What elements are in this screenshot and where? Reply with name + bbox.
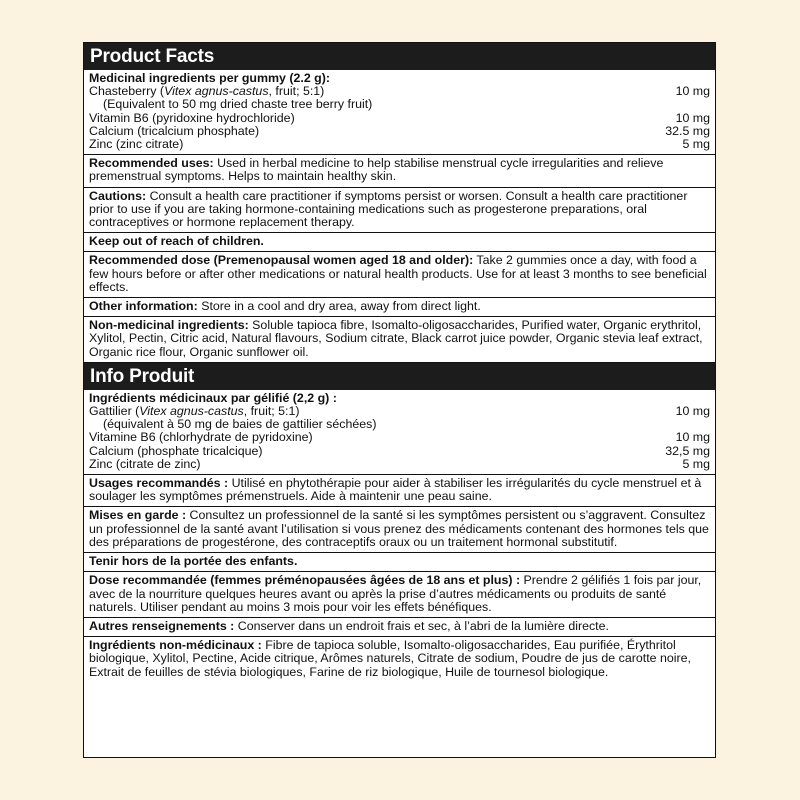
section-text: Utilisé en phytothérapie pour aider à stabiliser les irrégularités du cycle menstruel et à soulager les symptômes prémenstruels. Aide à maintenir une peau saine.	[89, 476, 702, 504]
latin-name: Vitex agnus-castus	[139, 404, 244, 419]
medicinal-ingredients-block-fr	[84, 390, 715, 475]
ingredient-name: Gattilier (	[89, 404, 140, 419]
cautions-block	[84, 188, 715, 234]
ingredient-row	[89, 138, 710, 151]
keep-out-block-fr	[84, 553, 715, 572]
section-label: Cautions:	[89, 188, 147, 203]
ingredient-amount: 5 mg	[682, 456, 710, 471]
facts-panel	[83, 42, 716, 758]
latin-name: Vitex agnus-castus	[164, 84, 269, 99]
equivalent-note: (Equivalent to 50 mg dried chaste tree berry fruit)	[103, 97, 373, 112]
ingredient-amount: 10 mg	[675, 110, 710, 125]
section-label: Mises en garde :	[89, 508, 187, 523]
ingredient-row	[89, 112, 710, 125]
section-label: Autres renseignements :	[89, 618, 235, 633]
section-text: Fibre de tapioca soluble, Isomalto-oligosaccharides, Eau purifiée, Érythritol biologique, Xylitol, Pectine, Acide citrique, Arômes naturels, Citrate de sodium, Poudre de jus de carotte noire, Extrait de feuilles de stévia biologiques, Farine de riz biologique, Huile de tournesol biologique.	[89, 638, 691, 679]
info-produit-title: Info Produit	[84, 363, 715, 390]
non-medicinal-block-fr	[84, 637, 715, 682]
section-text: Conserver dans un endroit frais et sec, à l’abri de la lumière directe.	[234, 618, 609, 633]
section-label: Dose recommandée (femmes préménopausées âgées de 18 ans et plus) :	[89, 573, 521, 588]
section-text: Store in a cool and dry area, away from direct light.	[197, 299, 481, 314]
ingredient-row	[89, 431, 710, 444]
section-label: Non-medicinal ingredients:	[89, 318, 249, 333]
section-text: Used in herbal medicine to help stabilise menstrual cycle irregularities and relieve premenstrual symptoms. Helps to maintain healthy skin.	[89, 156, 664, 184]
cautions-block-fr	[84, 507, 715, 553]
ingredient-name: Vitamine B6 (chlorhydrate de pyridoxine)	[89, 430, 313, 445]
ingredient-name: Calcium (phosphate tricalcique)	[89, 443, 263, 458]
keep-out-warning: Keep out of reach of children.	[89, 234, 264, 249]
section-label: Ingrédients non-médicinaux :	[89, 638, 262, 653]
recommended-dose-block-fr	[84, 572, 715, 618]
keep-out-warning: Tenir hors de la portée des enfants.	[89, 554, 298, 569]
ingredient-name: Zinc (zinc citrate)	[89, 137, 184, 152]
section-text: Take 2 gummies once a day, with food a few hours before or after other medications or natural health products. Use for at least 3 months to see beneficial effects.	[89, 253, 707, 294]
section-label: Recommended dose (Premenopausal women aged 18 and older):	[89, 253, 474, 268]
ingredient-detail: , fruit; 5:1)	[243, 404, 300, 419]
ingredient-amount: 32.5 mg	[665, 123, 710, 138]
section-text: Soluble tapioca fibre, Isomalto-oligosaccharides, Purified water, Organic erythritol, Xylitol, Pectin, Citric acid, Natural flavours, Sodium citrate, Black carrot juice powder, Organic stevia leaf extract, Organic rice flour, Organic sunflower oil.	[89, 318, 703, 359]
section-label: Recommended uses:	[89, 156, 214, 171]
ingredient-amount: 10 mg	[675, 404, 710, 419]
section-text: Prendre 2 gélifiés 1 fois par jour, avec de la nourriture quelques heures avant ou après la prise d’autres médicaments ou produits de santé naturels. Utiliser pendant au moins 3 mois pour voir les effets bénéfiques.	[89, 573, 702, 614]
recommended-uses-block-fr	[84, 475, 715, 507]
ingredient-row	[89, 458, 710, 471]
ingredient-amount: 10 mg	[675, 430, 710, 445]
medicinal-heading: Medicinal ingredients per gummy (2.2 g):	[89, 71, 330, 85]
non-medicinal-block	[84, 317, 715, 363]
recommended-dose-block	[84, 252, 715, 298]
equivalent-note: (équivalent à 50 mg de baies de gattilier séchées)	[103, 417, 377, 432]
other-information-block-fr	[84, 618, 715, 637]
keep-out-block	[84, 233, 715, 252]
ingredient-amount: 32,5 mg	[665, 443, 710, 458]
ingredient-amount: 10 mg	[675, 84, 710, 99]
product-facts-title: Product Facts	[84, 43, 715, 70]
section-label: Usages recommandés :	[89, 476, 229, 491]
ingredient-detail: , fruit; 5:1)	[268, 84, 325, 99]
ingredient-name: Chasteberry (	[89, 84, 165, 99]
medicinal-heading: Ingrédients médicinaux par gélifié (2,2 g) :	[89, 390, 337, 405]
other-information-block	[84, 298, 715, 317]
section-text: Consultez un professionnel de la santé si les symptômes persistent ou s’aggravent. Consultez un professionnel de la santé avant l’utilisation si vous prenez des médicaments contenant des hormones tels que des préparations de progestérone, des contraceptifs oraux ou un traitement hormonal substitutif.	[89, 508, 709, 549]
section-text: Consult a health care practitioner if symptoms persist or worsen. Consult a health care practitioner prior to use if you are taking hormone-containing medications such as progesterone preparations, oral contraceptives or hormone replacement therapy.	[89, 188, 688, 230]
section-label: Other information:	[89, 299, 198, 314]
ingredient-row	[89, 445, 710, 458]
ingredient-name: Vitamin B6 (pyridoxine hydrochloride)	[89, 110, 295, 125]
recommended-uses-block	[84, 155, 715, 187]
ingredient-amount: 5 mg	[682, 137, 710, 152]
medicinal-ingredients-block	[84, 70, 715, 155]
ingredient-name: Calcium (tricalcium phosphate)	[89, 123, 260, 138]
ingredient-name: Zinc (citrate de zinc)	[89, 456, 201, 471]
